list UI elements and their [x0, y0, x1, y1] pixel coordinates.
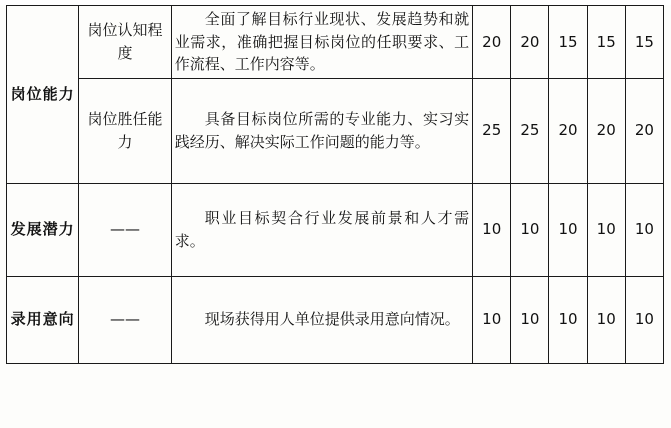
score-cell: 20	[625, 78, 663, 183]
subitem-cell-offer: ——	[79, 276, 171, 363]
document-page	[0, 5, 671, 428]
subitem-cell-potential: ——	[79, 183, 171, 276]
scoring-table	[6, 5, 664, 364]
score-cell: 10	[511, 183, 549, 276]
score-cell: 10	[625, 183, 663, 276]
description-cell-competence	[171, 78, 472, 183]
description-cell-offer	[171, 276, 472, 363]
score-cell: 20	[511, 6, 549, 79]
category-cell-ability: 岗位能力	[7, 6, 79, 184]
score-cell: 15	[625, 6, 663, 79]
description-text: 具备目标岗位所需的专业能力、实习实践经历、解决实际工作问题的能力等。	[174, 110, 470, 151]
score-cell: 10	[511, 276, 549, 363]
table-row	[7, 183, 664, 276]
table-row	[7, 276, 664, 363]
subitem-cell-competence: 岗位胜任能力	[79, 78, 171, 183]
description-text: 职业目标契合行业发展前景和人才需求。	[174, 209, 470, 250]
score-cell: 10	[587, 183, 625, 276]
table-row	[7, 78, 664, 183]
score-cell: 20	[587, 78, 625, 183]
score-cell: 25	[511, 78, 549, 183]
category-cell-potential: 发展潜力	[7, 183, 79, 276]
table-row	[7, 6, 664, 79]
score-cell: 20	[549, 78, 587, 183]
description-text: 全面了解目标行业现状、发展趋势和就业需求，准确把握目标岗位的任职要求、工作流程、工作内容等。	[174, 10, 470, 73]
score-cell: 10	[473, 276, 511, 363]
description-cell-cognition	[171, 6, 472, 79]
category-cell-offer: 录用意向	[7, 276, 79, 363]
score-cell: 20	[473, 6, 511, 79]
score-cell: 10	[549, 276, 587, 363]
score-cell: 10	[587, 276, 625, 363]
score-cell: 25	[473, 78, 511, 183]
score-cell: 15	[549, 6, 587, 79]
subitem-cell-cognition: 岗位认知程度	[79, 6, 171, 79]
description-cell-potential	[171, 183, 472, 276]
score-cell: 10	[625, 276, 663, 363]
score-cell: 10	[473, 183, 511, 276]
description-text: 现场获得用人单位提供录用意向情况。	[204, 310, 460, 329]
score-cell: 10	[549, 183, 587, 276]
score-cell: 15	[587, 6, 625, 79]
